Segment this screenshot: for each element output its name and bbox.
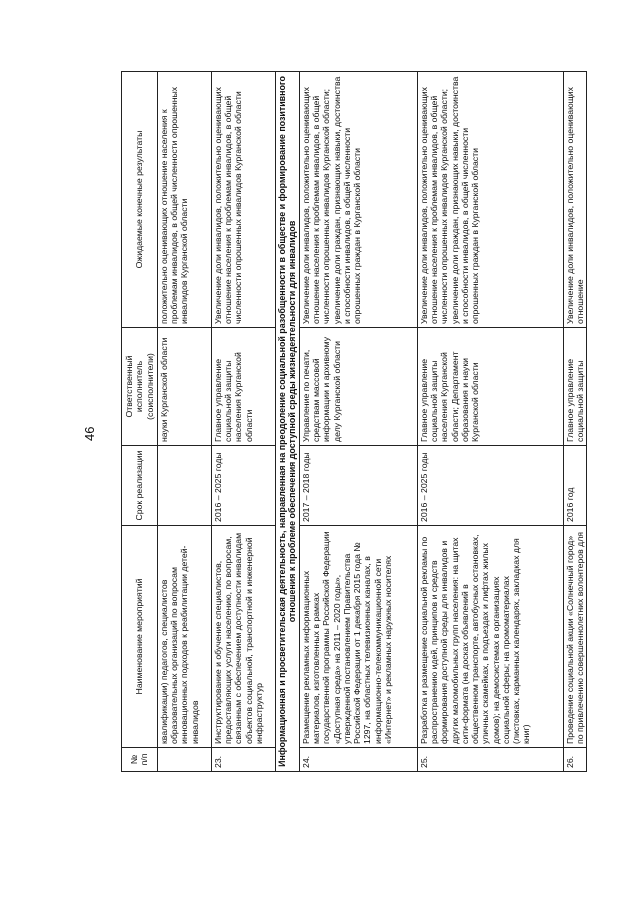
row-exec: науки Курганской области xyxy=(157,328,211,446)
row-exec: Управление по печати, средствам массовой информации и архивному делу Курганской области xyxy=(299,328,417,446)
measures-table xyxy=(121,71,587,772)
row-name: Размещение рекламных информационных материалов, изготовленных в рамках государственной программы Российской Федерации «Доступная среда» на 2011 – 2020 годы», утвержденной постановлением Правительства Российской Федерации от 1 декабря 2015 года № 1297, на областных телевизионных каналах, в информационно-телекоммуникационной сети «Интернет» и рекламных наружных носителях xyxy=(299,526,417,748)
row-num: 26. xyxy=(563,748,587,772)
row-result: Увеличение доли инвалидов, положительно оценивающих отношение населения к проблемам инвалидов, в общей численности опрошенных инвалидов Курганской области; увеличение доли граждан, признающих навыки, достоинства и способности инвалидов, в общей численности опрошенных граждан в Курганской области xyxy=(299,72,417,328)
row-name: Инструктирование и обучение специалистов, предоставляющих услуги населению, по вопросам, связанным с обеспечением доступности инвалидам объектов социальной, транспортной и инженерной инфраструктур xyxy=(211,526,275,748)
row-term: 2016 – 2025 годы xyxy=(211,446,275,526)
row-num: 25. xyxy=(417,748,563,772)
header-num: № п/п xyxy=(122,748,158,772)
row-exec: Главное управление социальной защиты xyxy=(563,328,587,446)
row-exec: Главное управление социальной защиты населения Курганской области; Департамент образования и науки Курганской области xyxy=(417,328,563,446)
row-term: 2016 – 2025 годы xyxy=(417,446,563,526)
table-row xyxy=(211,72,275,772)
row-num: 23. xyxy=(211,748,275,772)
rotated-page-content xyxy=(121,72,617,772)
table-row xyxy=(563,72,587,772)
row-num xyxy=(157,748,211,772)
section-title: Информационная и просветительская деятельность, направленная на преодоление социальной разобщенности в обществе и формирование позитивного отношения к проблеме обеспечения доступной среды жизнедеятельности для инвалидов xyxy=(275,72,299,772)
table-row xyxy=(417,72,563,772)
table-row xyxy=(157,72,211,772)
header-term: Срок реализации xyxy=(122,446,158,526)
header-result: Ожидаемые конечные результаты xyxy=(122,72,158,328)
row-name: Проведение социальной акции «Солнечный город» по привлечению совершеннолетних волонтеров для xyxy=(563,526,587,748)
row-result: Увеличение доли инвалидов, положительно оценивающих отношение населения к проблемам инвалидов, в общей численности опрошенных инвалидов Курганской области; увеличение доли граждан, признающих навыки, достоинства и способности инвалидов, в общей численности опрошенных граждан в Курганской области xyxy=(417,72,563,328)
row-num: 24. xyxy=(299,748,417,772)
row-term: 2016 год xyxy=(563,446,587,526)
row-result: Увеличение доли инвалидов, положительно оценивающих отношение xyxy=(563,72,587,328)
header-exec: Ответственный исполнитель (соисполнители) xyxy=(122,328,158,446)
header-name: Наименование мероприятий xyxy=(122,526,158,748)
row-result: положительно оценивающих отношение населения к проблемам инвалидов, в общей численности опрошенных инвалидов Курганской области xyxy=(157,72,211,328)
table-row xyxy=(299,72,417,772)
row-term xyxy=(157,446,211,526)
section-row xyxy=(275,72,299,772)
page-number: 46 xyxy=(82,426,97,441)
row-name: квалификации) педагогов, специалистов образовательных организаций по вопросам инновационных подходов к реабилитации детей-инвалидов xyxy=(157,526,211,748)
row-exec: Главное управление социальной защиты населения Курганской области xyxy=(211,328,275,446)
table-header-row xyxy=(122,72,158,772)
row-result: Увеличение доли инвалидов, положительно оценивающих отношение населения к проблемам инвалидов, в общей численности опрошенных инвалидов Курганской области xyxy=(211,72,275,328)
row-name: Разработка и размещение социальной рекламы по распространению идей, принципов и средств формирования доступной среды для инвалидов и других маломобильных групп населения: на щитах сити-формата (на досках объявлений в общественном транспорте, автобусных остановках, уличных скамейках, в подъездах и лифтах жилых домов); на демосистемах в организациях социальной сферы; на промоматериалах (листовках, карманных календарях, закладках для книг) xyxy=(417,526,563,748)
row-term: 2017 – 2018 годы xyxy=(299,446,417,526)
